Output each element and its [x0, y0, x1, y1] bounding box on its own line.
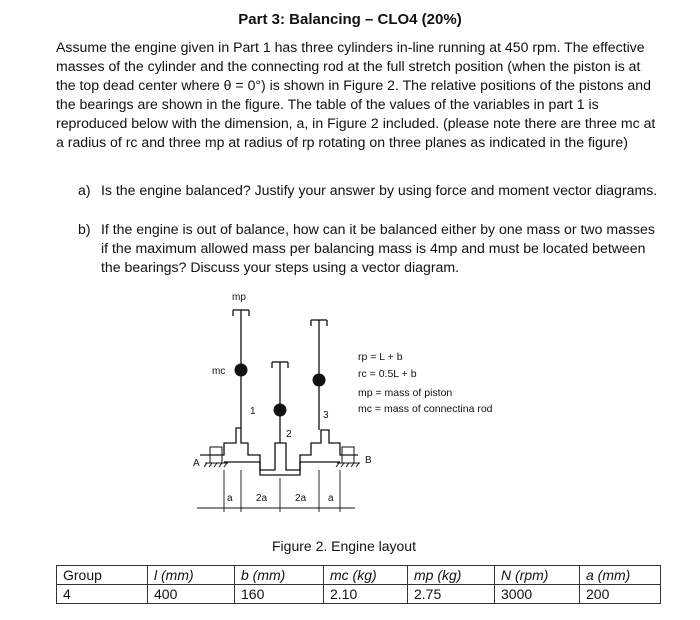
- cell-group: 4: [57, 585, 148, 604]
- header-a: a (mm): [580, 566, 661, 585]
- crankshaft: [200, 428, 358, 475]
- header-mc: mc (kg): [324, 566, 408, 585]
- mass-mc-2: [274, 404, 287, 417]
- label-dim-a2: a: [328, 493, 334, 504]
- label-3: 3: [323, 410, 329, 421]
- cell-b: 160: [235, 585, 324, 604]
- question-a-text: Is the engine balanced? Justify your answer by using force and moment vector diagrams.: [101, 182, 658, 198]
- label-2: 2: [286, 429, 292, 440]
- values-table: [56, 565, 661, 604]
- cell-mc: 2.10: [324, 585, 408, 604]
- label-dim-a1: a: [227, 493, 233, 504]
- intro-paragraph: Assume the engine given in Part 1 has three cylinders in-line running at 450 rpm. The effective masses of the cylinder and the connecting rod at the full stretch position (when the piston is at the top dead center where θ = 0°) is shown in Figure 2. The relative positions of the pistons and the bearings are shown in the figure. The table of the values of the variables in part 1 is reproduced below with the dimension, a, in Figure 2 included. (please note there are three mc at a radius of rc and three mp at radius of rp rotating on three planes as indicated in the figure): [56, 39, 656, 150]
- question-a-label: a): [78, 182, 91, 198]
- label-B: B: [365, 455, 372, 466]
- label-A: A: [193, 458, 200, 469]
- figure-caption: Figure 2. Engine layout: [272, 538, 416, 554]
- question-b-text: If the engine is out of balance, how can it be balanced either by one mass or two masses if the maximum allowed mass per balancing mass is 4mp and must be located between the bearings? Discuss your steps using a vector diagram.: [101, 221, 655, 275]
- note-mp: mp = mass of piston: [358, 387, 453, 399]
- header-n: N (rpm): [495, 566, 580, 585]
- header-group: Group: [57, 566, 148, 585]
- label-mc: mc: [212, 366, 226, 377]
- piston-rods: [233, 310, 327, 443]
- mass-mc-1: [235, 364, 248, 377]
- header-mp: mp (kg): [408, 566, 495, 585]
- question-b-label: b): [78, 221, 91, 237]
- label-mp: mp: [232, 292, 246, 303]
- label-1: 1: [250, 406, 256, 417]
- note-rc: rc = 0.5L + b: [358, 368, 417, 380]
- header-b: b (mm): [235, 566, 324, 585]
- cell-l: 400: [148, 585, 235, 604]
- note-mc: mc = mass of connectina rod: [358, 403, 493, 415]
- cell-a: 200: [580, 585, 661, 604]
- header-l: l (mm): [148, 566, 235, 585]
- mass-mc-3: [313, 374, 326, 387]
- dimension-guides: [197, 470, 355, 512]
- page-title: Part 3: Balancing – CLO4 (20%): [238, 11, 462, 28]
- cell-n: 3000: [495, 585, 580, 604]
- table-header-row: [57, 566, 661, 585]
- label-dim-2a1: 2a: [256, 493, 268, 504]
- label-dim-2a2: 2a: [295, 493, 307, 504]
- note-rp: rp = L + b: [358, 351, 403, 363]
- table-row: [57, 585, 661, 604]
- cell-mp: 2.75: [408, 585, 495, 604]
